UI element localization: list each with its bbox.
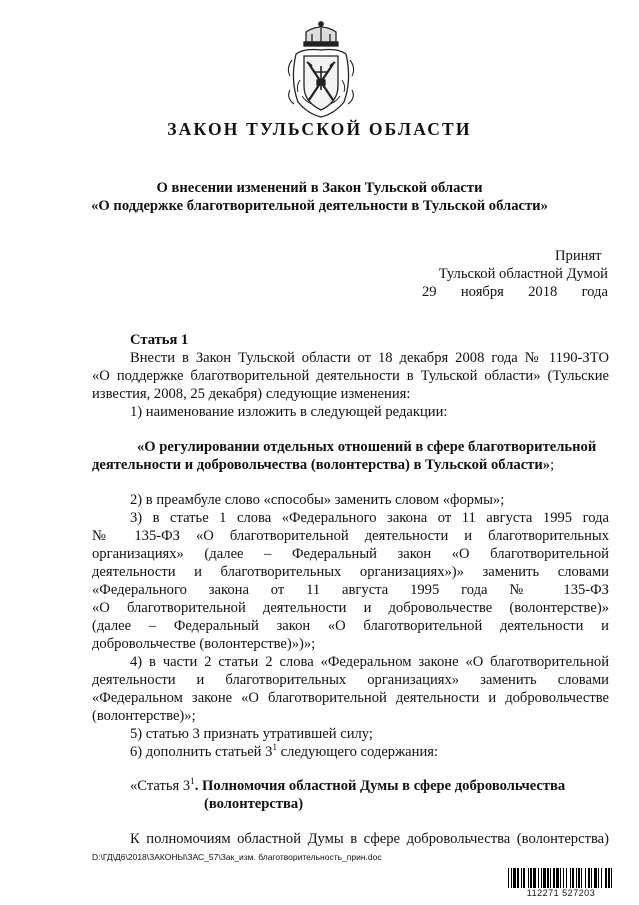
barcode-bar: [570, 868, 571, 888]
barcode-bar: [608, 868, 610, 888]
barcode-bar: [563, 868, 564, 888]
barcode-bar: [528, 868, 529, 888]
barcode-bar: [601, 868, 602, 888]
barcode-bar: [566, 868, 567, 888]
barcode-bar: [550, 868, 551, 888]
barcode-bar: [591, 868, 592, 888]
adopted-day: 29: [422, 284, 437, 300]
adopted-year: 2018: [528, 284, 558, 300]
barcode-bar: [581, 868, 582, 888]
barcode-bar: [533, 868, 536, 888]
barcode-bar: [578, 868, 580, 888]
adopted-by: Тульской областной Думой: [438, 266, 608, 282]
intro-line-3: известия, 2008, 25 декабря) следующие изменения:: [92, 386, 411, 402]
item-4-line-1: 4) в части 2 статьи 2 слова «Федеральном законе «О благотворительной: [130, 654, 609, 670]
barcode-bar: [513, 868, 516, 888]
barcode-bar: [521, 868, 522, 888]
adopted-month: ноября: [460, 284, 504, 300]
barcode-bar: [556, 868, 559, 888]
item-3-line-2: № 135-ФЗ «О благотворительной деятельности и благотворительных: [92, 528, 609, 544]
item-4-line-2: деятельности и благотворительных организациях» заменить словами: [92, 672, 609, 688]
item-3-line-5: «Федерального закона от 11 августа 1995 года № 135-ФЗ: [92, 582, 609, 598]
article-heading: Статья 1: [130, 332, 189, 348]
barcode-bar: [547, 868, 549, 888]
item-6-superscript: 1: [272, 742, 277, 752]
new-name-line-1: «О регулировании отдельных отношений в сфере благотворительной: [137, 439, 597, 455]
barcode-bar: [541, 868, 542, 888]
adopted-label: Принят: [555, 248, 602, 264]
barcode-bar: [560, 868, 561, 888]
barcode-bar: [594, 868, 597, 888]
item-5: 5) статью 3 признать утратившей силу;: [130, 726, 373, 742]
new-article-dot: .: [194, 778, 199, 794]
item-3-line-3: организациях» (далее – Федеральный закон «О благотворительной: [92, 546, 609, 562]
barcode-bar: [508, 868, 509, 888]
barcode-bar: [543, 868, 546, 888]
item-4-line-4: (волонтерстве)»;: [92, 708, 196, 724]
item-3-line-4: деятельности и благотворительных организациях»)» заменить словами: [92, 564, 609, 580]
new-article-prefix: «Статья 3: [130, 778, 191, 794]
new-article-title-1: Полномочия областной Думы в сфере добровольчества: [202, 778, 566, 794]
law-subtitle-line-2: «О поддержке благотворительной деятельности в Тульской области»: [91, 198, 548, 214]
barcode-bar: [530, 868, 532, 888]
barcode-bar: [511, 868, 512, 888]
barcode-bar: [605, 868, 607, 888]
barcode-bar: [611, 868, 612, 888]
item-3-line-8: добровольчестве (волонтерстве)»)»;: [92, 636, 316, 652]
item-2: 2) в преамбуле слово «способы» заменить словом «формы»;: [130, 492, 505, 508]
new-name-end: ;: [550, 457, 555, 473]
item-1: 1) наименование изложить в следующей редакции:: [130, 404, 448, 420]
item-6-text-end: следующего содержания:: [276, 744, 439, 760]
barcode-bar: [585, 868, 586, 888]
item-6-text: 6) дополнить статьей 3: [130, 744, 273, 760]
file-path: D:\ГД\Д6\2018\ЗАКОНЫ\ЗАС_57\Зак_изм. благотворительность_прин.doc: [92, 852, 382, 862]
barcode-bar: [553, 868, 555, 888]
barcode-bar: [523, 868, 525, 888]
last-line: К полномочиям областной Думы в сфере добровольчества (волонтерства): [130, 831, 609, 847]
adopted-year-word: года: [581, 284, 608, 300]
barcode-number: 112271 527203: [526, 888, 596, 898]
item-3-line-6: «О благотворительной деятельности и добровольчестве (волонтерстве)»: [92, 600, 609, 616]
barcode-bar: [576, 868, 577, 888]
barcode-bar: [598, 868, 599, 888]
new-article-superscript: 1: [190, 776, 195, 786]
new-name-line-2: [92, 456, 554, 474]
new-article-heading: [130, 777, 565, 795]
barcode-bar: [572, 868, 574, 888]
new-name-line-2-text: деятельности и добровольчества (волонтерства) в Тульской области»: [92, 457, 551, 473]
barcode-bar: [517, 868, 519, 888]
item-3-line-7: (далее – Федеральный закон «О благотворительной деятельности и: [92, 618, 609, 634]
item-6: [130, 743, 438, 761]
adopted-date: [422, 283, 608, 301]
coat-of-arms-icon: [282, 20, 360, 120]
law-title: ЗАКОН ТУЛЬСКОЙ ОБЛАСТИ: [167, 119, 472, 139]
new-article-title-2: (волонтерства): [204, 796, 304, 812]
law-subtitle-line-1: О внесении изменений в Закон Тульской области: [156, 180, 483, 196]
barcode-bar: [538, 868, 539, 888]
barcode-bar: [588, 868, 590, 888]
item-4-line-3: «Федеральном законе «О благотворительной деятельности и добровольчестве: [92, 690, 609, 706]
item-3-line-1: 3) в статье 1 слова «Федерального закона от 11 августа 1995 года: [130, 510, 609, 526]
barcode: [506, 868, 616, 890]
intro-line-1: Внести в Закон Тульской области от 18 декабря 2008 года № 1190-ЗТО: [130, 350, 609, 366]
intro-line-2: «О поддержке благотворительной деятельности в Тульской области» (Тульские: [92, 368, 609, 384]
